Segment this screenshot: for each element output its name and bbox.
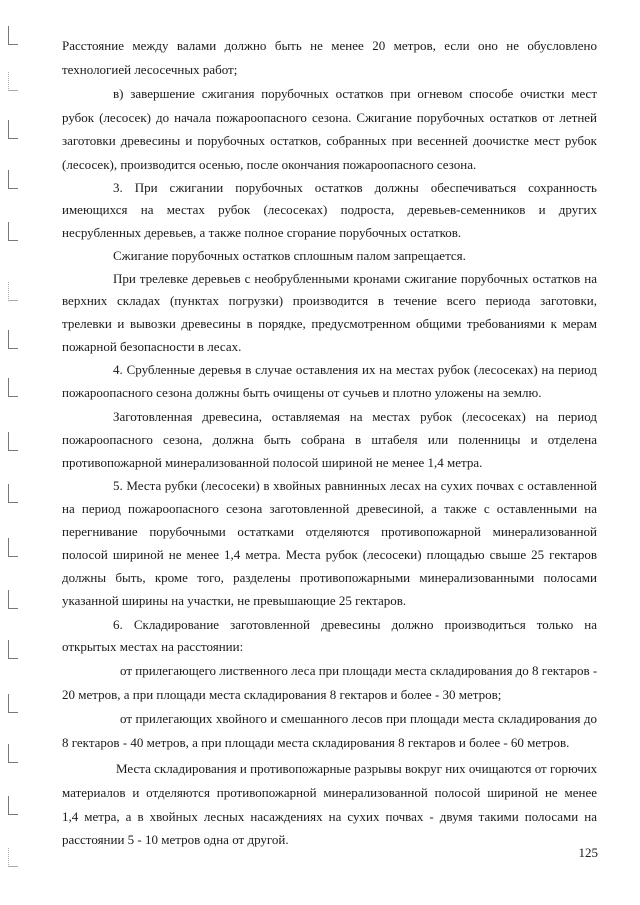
text-line: пожарной безопасности в лесах.: [62, 339, 242, 354]
text-line: технологией лесосечных работ;: [62, 62, 238, 77]
binding-mark: [8, 26, 18, 45]
text-line: пожароопасного сезона, должна быть собрана в штабеля или поленницы и отделена: [62, 432, 597, 447]
binding-mark: [8, 484, 18, 503]
text-line: верхних складах (пунктах погрузки) производится в течение всего периода заготовки,: [62, 293, 597, 308]
text-line: трелевки и вывозки древесины в порядке, предусмотренном общими требованиями к мерам: [62, 316, 597, 331]
text-line: При трелевке деревьев с необрубленными кронами сжигание порубочных остатков на: [113, 271, 597, 286]
text-line: 20 метров, а при площади места складирования 8 гектаров и более - 30 метров;: [62, 687, 502, 702]
text-line: рубок (лесосек) до начала пожароопасного сезона. Сжигание порубочных остатков от летней: [62, 110, 597, 125]
text-line: на период пожароопасного сезона заготовленной древесиной, а также с оставленными на: [62, 501, 597, 516]
text-line: от прилегающих хвойного и смешанного лесов при площади места складирования до: [120, 711, 597, 726]
text-line: 5. Места рубки (лесосеки) в хвойных равнинных лесах на сухих почвах с оставленной: [113, 478, 597, 493]
binding-mark: [8, 330, 18, 349]
binding-mark: [8, 744, 18, 763]
text-line: 3. При сжигании порубочных остатков должны обеспечиваться сохранность: [113, 180, 597, 195]
binding-mark: [8, 432, 18, 451]
text-line: 8 гектаров - 40 метров, а при площади места складирования 8 гектаров и более - 60 метров.: [62, 735, 570, 750]
binding-mark: [8, 120, 18, 139]
text-line: материалов и отделяются противопожарной минерализованной полосой шириной не менее: [62, 785, 597, 800]
text-line: пожароопасного сезона должны быть очищены от сучьев и плотно уложены на землю.: [62, 385, 542, 400]
text-line: 4. Срубленные деревья в случае оставления их на местах рубок (лесосеках) на период: [113, 362, 597, 377]
binding-mark: [8, 640, 18, 659]
text-line: открытых местах на расстоянии:: [62, 639, 244, 654]
binding-mark: [8, 282, 18, 301]
text-line: в) завершение сжигания порубочных остатков при огневом способе очистки мест: [113, 86, 597, 101]
binding-mark: [8, 170, 18, 189]
text-line: 6. Складирование заготовленной древесины должно производиться только на: [113, 617, 597, 632]
text-line: должны быть, кроме того, разделены противопожарными минерализованными полосами: [62, 570, 597, 585]
text-line: Сжигание порубочных остатков сплошным палом запрещается.: [113, 248, 466, 263]
text-line: (лесосек), производится осенью, после окончания пожароопасного сезона.: [62, 157, 477, 172]
binding-mark: [8, 538, 18, 557]
text-line: перегнивание порубочными остатками отделяются противопожарной минерализованной: [62, 524, 597, 539]
text-line: несрубленных деревьев, а также полное сгорание порубочных остатков.: [62, 225, 462, 240]
text-line: указанной ширины на участки, не превышающие 25 гектаров.: [62, 593, 407, 608]
binding-mark: [8, 796, 18, 815]
text-line: заготовки древесины и порубочных остатков, собранных при весенней доочистке мест рубок: [62, 133, 597, 148]
binding-mark: [8, 694, 18, 713]
binding-mark: [8, 848, 18, 867]
page-number: 125: [578, 845, 598, 860]
text-line: 1,4 метра, а в хвойных лесных насаждениях на сухих почвах - двумя такими полосами на: [62, 809, 597, 824]
text-line: расстоянии 5 - 10 метров одна от другой.: [62, 832, 289, 847]
text-line: Расстояние между валами должно быть не менее 20 метров, если оно не обусловлено: [62, 38, 597, 53]
text-line: имеющихся на местах рубок (лесосеках) подроста, деревьев-семенников и других: [62, 202, 597, 217]
text-line: от прилегающего лиственного леса при площади места складирования до 8 гектаров -: [120, 663, 597, 678]
text-line: полосой шириной не менее 1,4 метра. Места рубок (лесосеки) площадью свыше 25 гектаров: [62, 547, 597, 562]
binding-mark: [8, 590, 18, 609]
text-line: Заготовленная древесина, оставляемая на местах рубок (лесосеках) на период: [113, 409, 597, 424]
text-line: Места складирования и противопожарные разрывы вокруг них очищаются от горючих: [116, 761, 597, 776]
binding-mark: [8, 72, 18, 91]
binding-mark: [8, 378, 18, 397]
binding-mark: [8, 222, 18, 241]
text-line: противопожарной минерализованной полосой шириной не менее 1,4 метра.: [62, 455, 483, 470]
